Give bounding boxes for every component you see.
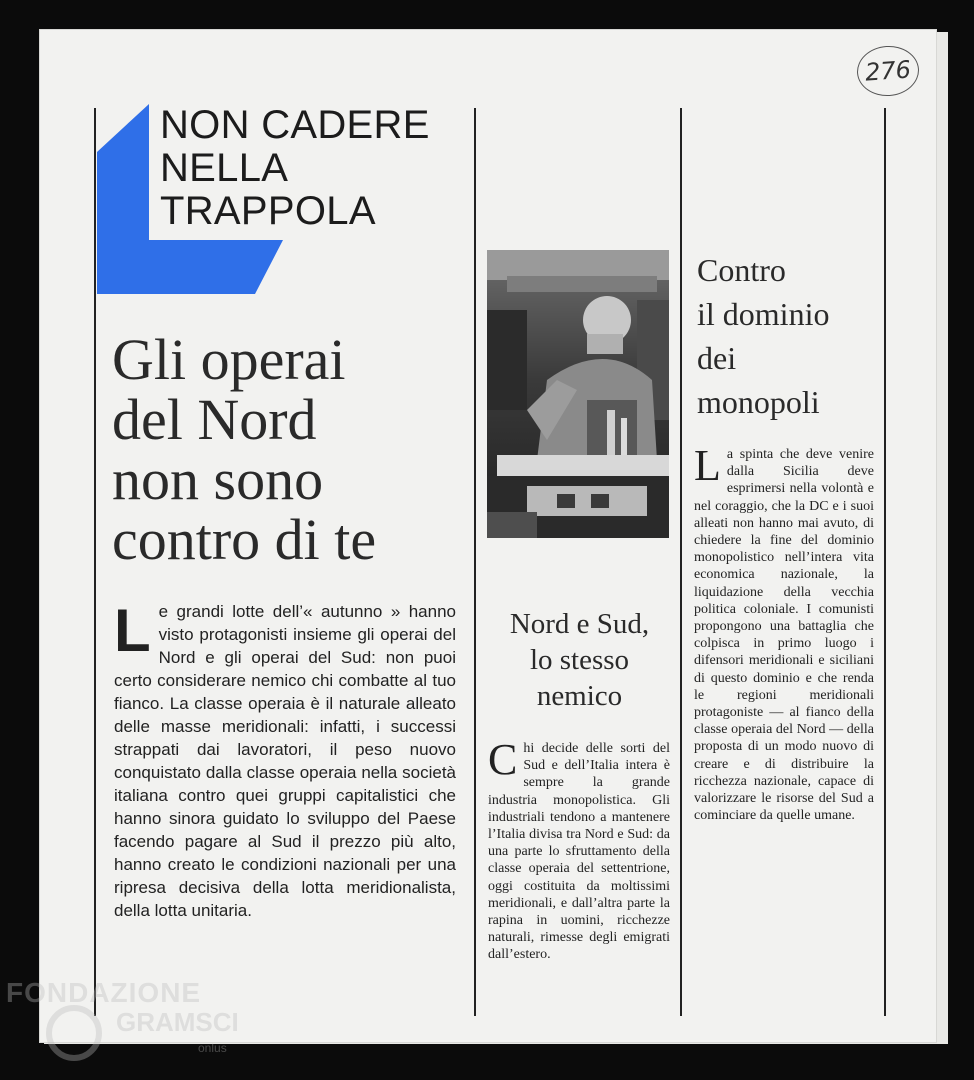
worker-photo-image [487, 250, 669, 538]
title-line: nemico [536, 680, 623, 712]
center-dropcap: C [488, 735, 518, 784]
watermark-line: FONDAZIONE [6, 977, 202, 1008]
watermark-line: onlus [198, 1041, 227, 1055]
right-dropcap: L [694, 441, 721, 490]
kicker-line: TRAPPOLA [160, 189, 376, 233]
center-article-text: hi decide delle sorti del Sud e dell’Italia intera è sempre la grande industria monopolistica. Gli industriali tendono a mantenere l’Italia divisa tra Nord e Sud: da una parte lo sfruttamento della classe operaia del settentrione, oggi costituita da moltissimi meridionali, e dall’altra parte la rapina in uomini, ricchezze naturali, rimesse degli emigrati dall’estero. [488, 741, 670, 963]
center-article-body [488, 735, 670, 964]
column-rule-center-left [474, 108, 476, 1016]
title-line: il dominio [697, 296, 830, 332]
worker-photo [487, 250, 669, 538]
right-article-title [697, 248, 877, 424]
right-article-text: a spinta che deve venire dalla Sicilia deve esprimersi nella volontà e nel coraggio, che la DC e i suoi alleati non hanno mai avuto, di chiedere la fine del dominio monopolistico nell’intera vita economica nazionale, la liquidazione della vecchia politica coloniale. I comunisti propongono una battaglia che colpisca in primo luogo i difensori meridionali e siciliani di questo dominio e che renda le regioni meridionali protagoniste — al fianco della classe operaia del Nord — della proposta di un modo nuovo di creare e di distribuire la ricchezza nazionale, capace di valorizzare le risorse del Sud a cominciare da quelle umane. [694, 447, 874, 824]
headline-line: Gli operai [112, 327, 346, 392]
kicker-line: NON CADERE [160, 103, 430, 147]
column-rule-right [884, 108, 886, 1016]
headline-line: contro di te [112, 507, 377, 572]
title-line: lo stesso [529, 644, 630, 676]
page-number: 276 [855, 44, 920, 98]
center-article-title [482, 606, 677, 714]
main-headline [112, 327, 472, 572]
column-rule-center-right [680, 108, 682, 1016]
column-rule-left [94, 108, 96, 1016]
main-dropcap: L [114, 597, 151, 664]
archive-watermark [6, 975, 256, 1065]
title-line: Contro [697, 252, 786, 288]
main-article-body [114, 597, 456, 922]
main-article-text: e grandi lotte dell’« autunno » hanno visto protagonisti insieme gli operai del Nord e gli operai del Sud: non puoi certo considerare nemico chi combatte al tuo fianco. La classe operaia è il naturale alleato delle masse meridionali: infatti, i successi strappati dai lavoratori, il peso nuovo conquistato dalla classe operaia nella società italiana contro quei gruppi capitalistici che hanno sinora guidato lo sviluppo del Paese facendo pagare al Sud il prezzo più alto, hanno creato le condizioni nazionali per una ripresa decisiva della lotta meridionalista, della lotta unitaria. [114, 602, 456, 920]
title-line: Nord e Sud, [509, 608, 650, 640]
kicker-title [160, 104, 480, 233]
watermark-circle-icon [46, 1005, 102, 1061]
title-line: monopoli [697, 384, 820, 420]
headline-line: non sono [112, 447, 324, 512]
right-article-body [694, 441, 874, 824]
kicker-line: NELLA [160, 146, 289, 190]
watermark-line: GRAMSCI [116, 1007, 239, 1037]
headline-line: del Nord [112, 387, 317, 452]
title-line: dei [697, 340, 737, 376]
